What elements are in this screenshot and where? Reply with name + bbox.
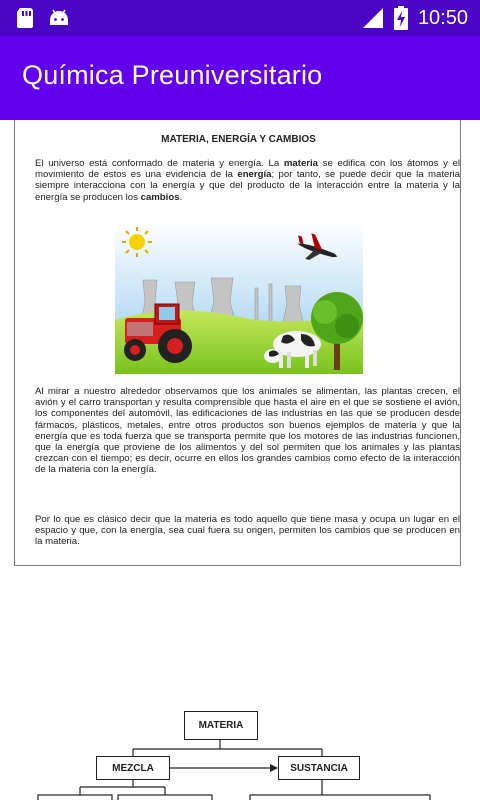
diagram-node-sustancia: SUSTANCIA [278, 756, 360, 780]
text-run: ; por tanto, se puede decir que la materia siempre interacciona con la energía y que del producto de la interacción entre la materia y la energía se producen los [35, 169, 460, 203]
document-heading: MATERIA, ENERGÍA Y CAMBIOS [161, 134, 316, 145]
clock: 10:50 [417, 6, 468, 29]
document-page [14, 120, 461, 566]
paragraph-body: Al mirar a nuestro alrededor observamos que los animales se alimentan, las plantas crecen, el avión y el carro transportan y resulta comprensible que hasta el aire en el que se sostiene el avión, los componentes del automóvil, las edificaciones de las industrias en las que se producen desde fármacos, plásticos, metales, entre otros productos son buenos ejemplos de materia y que la energía que es toda fuerza que se transporta permite que los motores de las industrias funcionen, que la energía que proviene de los alimentos y del sol permiten que los animales y las plantas crezcan con el tiempo; es decir, ocurre en ellos los grandes cambios como efecto de la interacción de la materia con la energía. [35, 386, 460, 476]
content-scroll-area[interactable] [0, 120, 480, 800]
bold-term-energia: energía [237, 169, 272, 181]
app-bar [0, 36, 480, 120]
text-run: El universo está conformado de materia y energía. La [35, 158, 284, 169]
battery-charging-icon [394, 6, 408, 30]
app-title: Química Preuniversitario [22, 60, 323, 90]
sd-card-icon [16, 7, 34, 29]
text-run: . [179, 191, 183, 203]
illustration-scene [115, 222, 363, 374]
diagram-node-mezcla: MEZCLA [96, 756, 170, 780]
paragraph-intro [35, 158, 460, 203]
bold-term-materia: materia [283, 158, 319, 169]
status-bar [0, 0, 480, 36]
matter-classification-diagram [0, 705, 480, 800]
paragraph-conclusion: Por lo que es clásico decir que la materia es todo aquello que tiene masa y ocupa un lugar en el espacio y que, con la energía, sea cual fuera su origen, permiten los cambios que se producen en la materia. [35, 514, 460, 548]
bold-term-cambios: cambios [140, 191, 180, 203]
diagram-node-materia: MATERIA [184, 711, 258, 740]
android-icon [48, 7, 70, 29]
signal-icon [362, 7, 384, 29]
text-run: se edifica con los átomos y el movimiento de estos es una evidencia de la [35, 158, 460, 181]
